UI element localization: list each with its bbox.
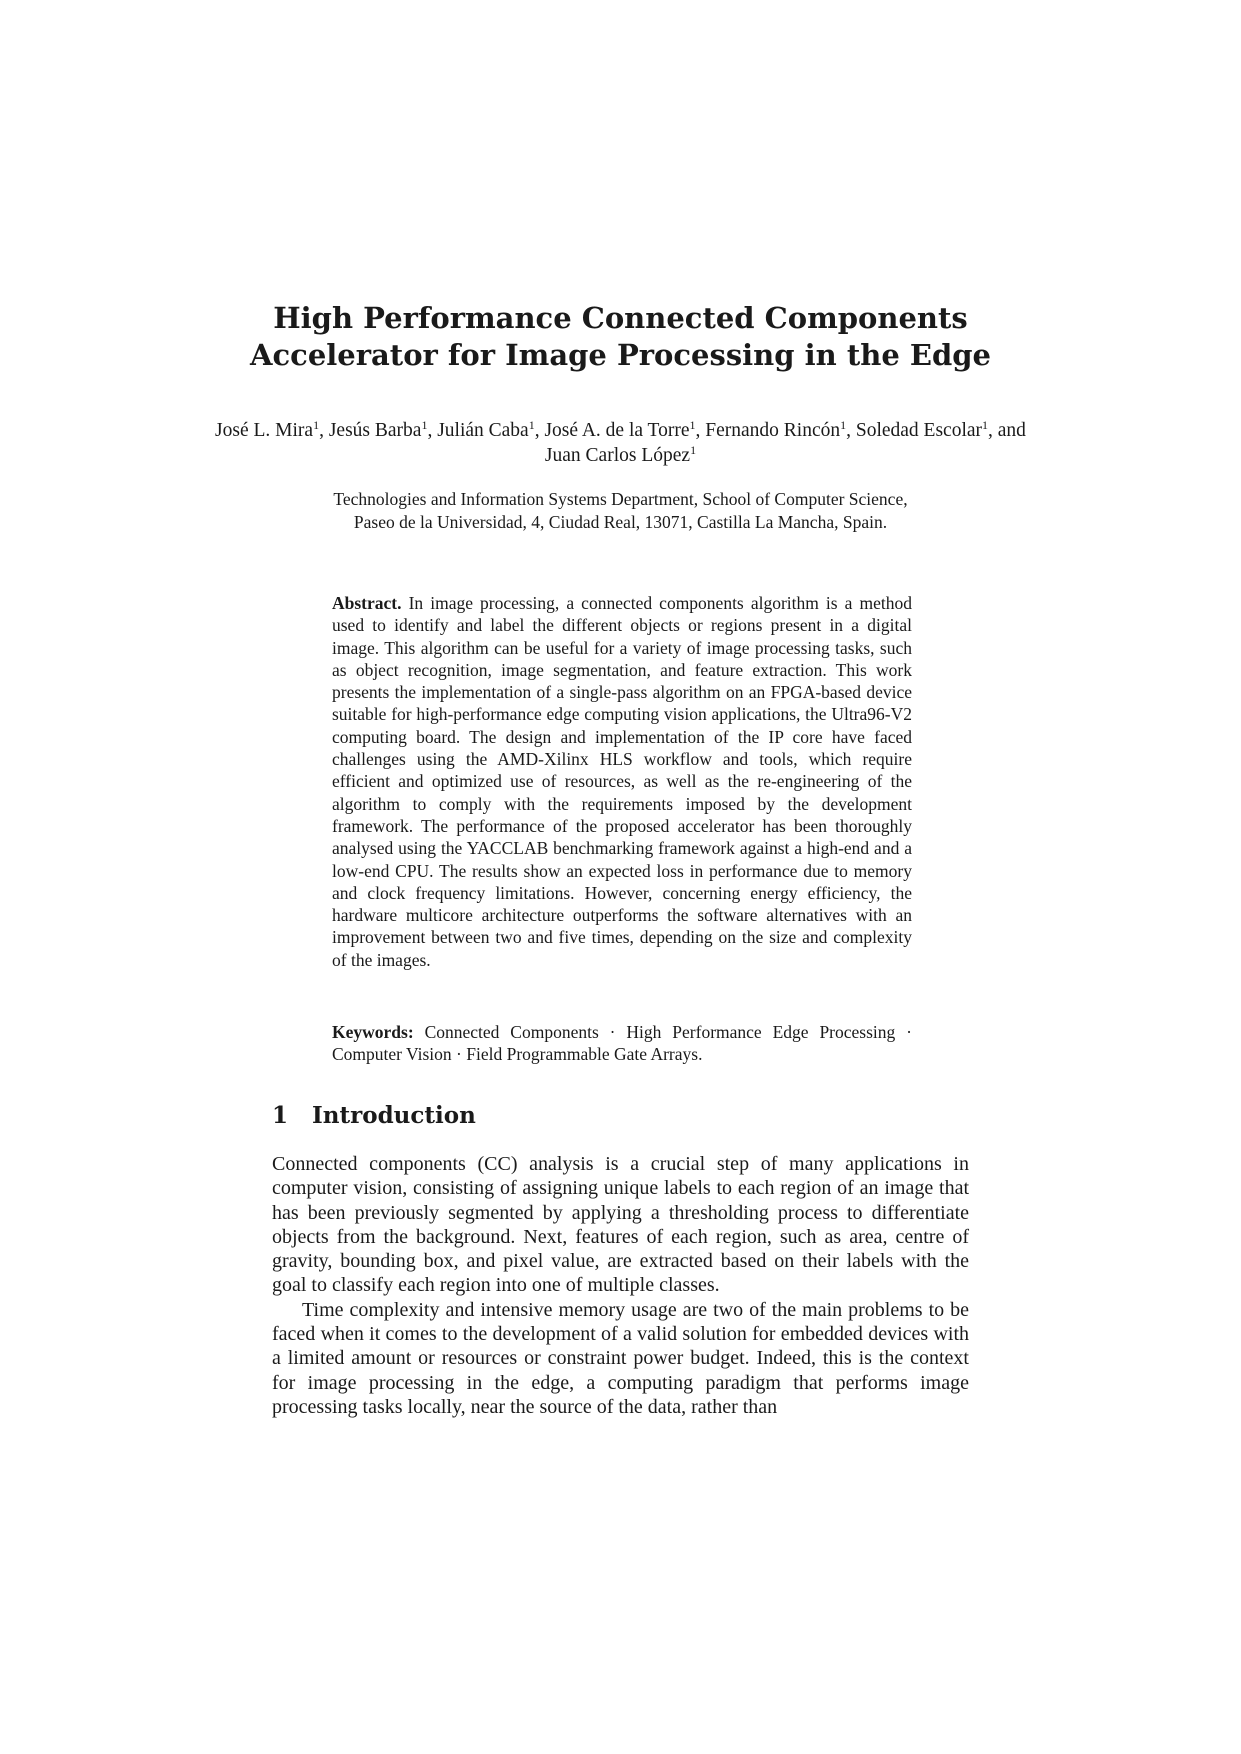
- author-name: José A. de la Torre: [544, 420, 690, 441]
- section-heading: [272, 1101, 476, 1131]
- abstract: [332, 592, 912, 971]
- author-list: José L. Mira$^1$, Jesús Barba$^1$, Julián Caba$^1$, José A. de la Torre$^1$, Fernando Rincón$^1$, Soledad Escolar$^1$, and Juan Carlos López$^1$: [215, 418, 1026, 466]
- section-title: Introduction: [312, 1102, 476, 1129]
- keywords-label: Keywords:: [332, 1022, 414, 1042]
- keywords-text: Connected Components · High Performance Edge Processing · Computer Vision · Field Programmable Gate Arrays.: [332, 1022, 912, 1065]
- author-name: José L. Mira: [215, 420, 314, 441]
- paragraph: Connected components (CC) analysis is a crucial step of many applications in computer vision, consisting of assigning unique labels to each region of an image that has been previously segmented by applying a thresholding process to differentiate objects from the background. Next, features of each region, such as area, centre of gravity, bounding box, and pixel value, are extracted based on their labels with the goal to classify each region into one of multiple classes.: [272, 1153, 969, 1297]
- author-name: Jesús Barba: [328, 420, 422, 441]
- affiliation-mark: 1: [421, 418, 428, 432]
- affiliation-mark: 1: [690, 443, 697, 457]
- abstract-text: In image processing, a connected components algorithm is a method used to identify and label the different objects or regions present in a digital image. This algorithm can be useful for a variety of image processing tasks, such as object recognition, image segmentation, and feature extraction. This work presents the implementation of a single-pass algorithm on an FPGA-based device suitable for high-performance edge computing vision applications, the Ultra96-V2 computing board. The design and implementation of the IP core have faced challenges using the AMD-Xilinx HLS workflow and tools, which require efficient and optimized use of resources, as well as the re-engineering of the algorithm to comply with the requirements imposed by the development framework. The performance of the proposed accelerator has been thoroughly analysed using the YACCLAB benchmarking framework against a high-end and a low-end CPU. The results show an expected loss in performance due to memory and clock frequency limitations. However, concerning energy efficiency, the hardware multicore architecture outperforms the software alternatives with an improvement between two and five times, depending on the size and complexity of the images.: [332, 593, 912, 970]
- title-line-1: High Performance Connected Components: [273, 301, 968, 335]
- keywords: [332, 1021, 912, 1066]
- author-name: Juan Carlos López: [544, 445, 691, 466]
- author-name: Soledad Escolar: [855, 420, 983, 441]
- section-body: [272, 1152, 969, 1419]
- author-name: Fernando Rincón: [705, 420, 841, 441]
- affiliation-mark: 1: [528, 418, 535, 432]
- affiliation-mark: 1: [689, 418, 696, 432]
- abstract-label: Abstract.: [332, 593, 402, 613]
- title-line-2: Accelerator for Image Processing in the Edge: [250, 338, 991, 372]
- section-number: 1: [272, 1102, 289, 1129]
- affiliation-line-2: Paseo de la Universidad, 4, Ciudad Real, 13071, Castilla La Mancha, Spain.: [353, 512, 888, 532]
- affiliation-line-1: Technologies and Information Systems Department, School of Computer Science,: [333, 489, 908, 509]
- paragraph: Time complexity and intensive memory usage are two of the main problems to be faced when it comes to the development of a valid solution for embedded devices with a limited amount or resources or constraint power budget. Indeed, this is the context for image processing in the edge, a computing paradigm that performs image processing tasks locally, near the source of the data, rather than: [272, 1298, 969, 1418]
- author-name: Julián Caba: [437, 420, 529, 441]
- paper-title: [200, 300, 1041, 374]
- affiliation-mark: 1: [840, 418, 847, 432]
- affiliation: [200, 488, 1041, 534]
- affiliation-mark: 1: [313, 418, 320, 432]
- affiliation-mark: 1: [982, 418, 989, 432]
